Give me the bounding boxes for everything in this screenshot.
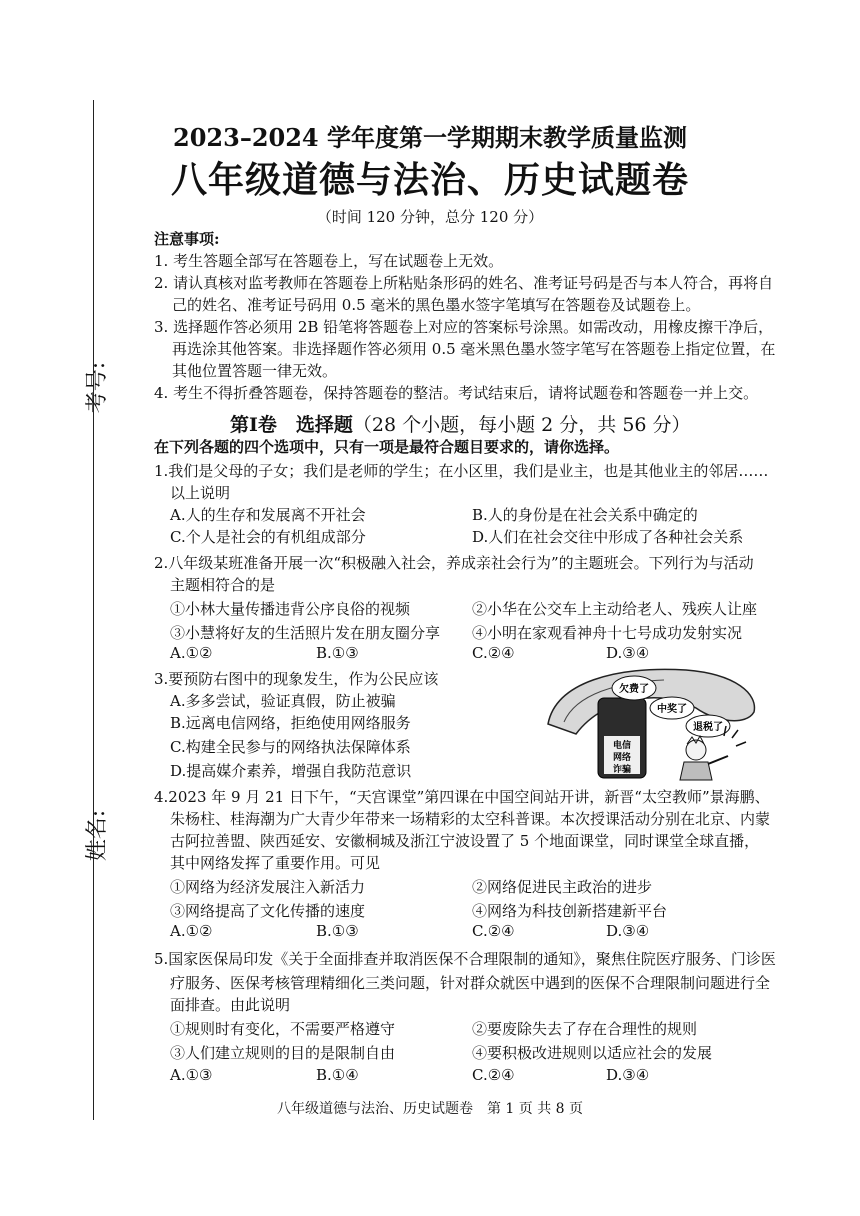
option-b: B.人的身份是在社会关系中确定的 xyxy=(472,506,698,524)
name-label: 姓名: xyxy=(85,809,111,862)
question-stem: 以上说明 xyxy=(170,484,231,502)
note-line: 其他位置答题一律无效。 xyxy=(172,362,338,380)
bubble-text: 欠费了 xyxy=(619,684,649,695)
option-d: D.人们在社会交往中形成了各种社会关系 xyxy=(472,528,744,546)
bubble-text: 退税了 xyxy=(693,722,723,733)
section-title xyxy=(230,410,691,437)
sign-text: 诈骗 xyxy=(612,765,632,775)
statement-4: ④小明在家观看神舟十七号成功发射实况 xyxy=(472,624,743,642)
option-b: B.①③ xyxy=(316,644,359,662)
telecom-fraud-cartoon xyxy=(546,664,760,782)
note-line: 3. 选择题作答必须用 2B 铅笔将答题卷上对应的答案标号涂黑。如需改动，用橡皮擦干净后， xyxy=(154,318,774,336)
question-stem: 5.国家医保局印发《关于全面排查并取消医保不合理限制的通知》，聚焦住院医疗服务、门诊医 xyxy=(154,950,776,968)
option-c: C.②④ xyxy=(472,1066,515,1084)
note-line: 再选涂其他答案。非选择题作答必须用 0.5 毫米黑色墨水签字笔写在答题卷上指定位置，在 xyxy=(172,340,776,358)
note-line: 1. 考生答题全部写在答题卷上，写在试题卷上无效。 xyxy=(154,252,504,270)
option-d: D.③④ xyxy=(606,644,650,662)
question-stem: 主题相符合的是 xyxy=(170,576,276,594)
statement-1: ①规则时有变化，不需要严格遵守 xyxy=(170,1020,396,1038)
page-footer: 八年级道德与法治、历史试题卷 第 1 页 共 8 页 xyxy=(276,1101,584,1117)
section-instruction: 在下列各题的四个选项中，只有一项是最符合题目要求的，请你选择。 xyxy=(154,438,620,456)
exam-title-line1: 2023–2024 学年度第一学期期末教学质量监测 xyxy=(173,123,687,152)
bubble-text: 中奖了 xyxy=(657,704,687,715)
statement-1: ①网络为经济发展注入新活力 xyxy=(170,878,366,896)
sign-text: 电信 xyxy=(612,741,632,751)
question-stem: 疗服务、医保考核管理精细化三类问题，针对群众就医中遇到的医保不合理限制问题进行全 xyxy=(170,974,771,992)
statement-4: ④要积极改进规则以适应社会的发展 xyxy=(472,1044,713,1062)
section-title-detail: （28 个小题，每小题 2 分，共 56 分） xyxy=(352,414,691,436)
sign-text: 网络 xyxy=(612,753,632,763)
exam-number-label: 考号: xyxy=(85,361,111,414)
option-b: B.①③ xyxy=(316,922,359,940)
option-c: C.②④ xyxy=(472,644,515,662)
statement-4: ④网络为科技创新搭建新平台 xyxy=(472,902,668,920)
option-c: C.个人是社会的有机组成部分 xyxy=(170,528,366,546)
notes-heading: 注意事项: xyxy=(154,230,220,248)
option-b: B.①④ xyxy=(316,1066,359,1084)
option-d: D.③④ xyxy=(606,922,650,940)
question-stem: 3.要预防右图中的现象发生，作为公民应该 xyxy=(154,670,439,688)
statement-2: ②网络促进民主政治的进步 xyxy=(472,878,653,896)
statement-3: ③人们建立规则的目的是限制自由 xyxy=(170,1044,396,1062)
option-a: A.人的生存和发展离不开社会 xyxy=(170,506,366,524)
section-title-main: 第Ⅰ卷 选择题 xyxy=(230,414,353,436)
binding-line xyxy=(93,100,94,1120)
statement-3: ③小慧将好友的生活照片发在朋友圈分享 xyxy=(170,624,441,642)
option-a: A.①② xyxy=(170,922,213,940)
statement-3: ③网络提高了文化传播的速度 xyxy=(170,902,366,920)
option-d: D.③④ xyxy=(606,1066,650,1084)
question-stem: 4.2023 年 9 月 21 日下午，“天宫课堂”第四课在中国空间站开讲，新晋“太空教师”景海鹏、 xyxy=(154,788,770,806)
option-d: D.提高媒介素养，增强自我防范意识 xyxy=(170,762,412,780)
note-line: 己的姓名、准考证号码用 0.5 毫米的黑色墨水签字笔填写在答题卷及试题卷上。 xyxy=(172,296,701,314)
question-stem: 朱杨柱、桂海潮为广大青少年带来一场精彩的太空科普课。本次授课活动分别在北京、内蒙 xyxy=(170,810,771,828)
option-a: A.多多尝试，验证真假，防止被骗 xyxy=(170,692,396,710)
option-a: A.①③ xyxy=(170,1066,213,1084)
exam-title-line2: 八年级道德与法治、历史试题卷 xyxy=(170,159,689,201)
person-arm xyxy=(708,756,728,764)
option-c: C.构建全民参与的网络执法保障体系 xyxy=(170,738,411,756)
question-stem: 古阿拉善盟、陕西延安、安徽桐城及浙江宁波设置了 5 个地面课堂，同时课堂全球直播， xyxy=(170,832,760,850)
exam-time-score: （时间 120 分钟，总分 120 分） xyxy=(316,208,544,226)
statement-2: ②小华在公交车上主动给老人、残疾人让座 xyxy=(472,600,758,618)
question-stem: 2.八年级某班准备开展一次“积极融入社会，养成亲社会行为”的主题班会。下列行为与活动 xyxy=(154,554,754,572)
option-a: A.①② xyxy=(170,644,213,662)
note-line: 2. 请认真核对监考教师在答题卷上所粘贴条形码的姓名、准考证号码是否与本人符合，再将自 xyxy=(154,274,774,292)
statement-2: ②要废除失去了存在合理性的规则 xyxy=(472,1020,698,1038)
option-c: C.②④ xyxy=(472,922,515,940)
question-stem: 其中网络发挥了重要作用。可见 xyxy=(170,854,381,872)
question-stem: 1.我们是父母的子女；我们是老师的学生；在小区里，我们是业主，也是其他业主的邻居…… xyxy=(154,462,769,480)
option-b: B.远离电信网络，拒绝使用网络服务 xyxy=(170,714,411,732)
note-line: 4. 考生不得折叠答题卷，保持答题卷的整洁。考试结束后，请将试题卷和答题卷一并上交。 xyxy=(154,384,759,402)
question-stem: 面排查。由此说明 xyxy=(170,996,291,1014)
person-body xyxy=(680,762,712,780)
statement-1: ①小林大量传播违背公序良俗的视频 xyxy=(170,600,411,618)
